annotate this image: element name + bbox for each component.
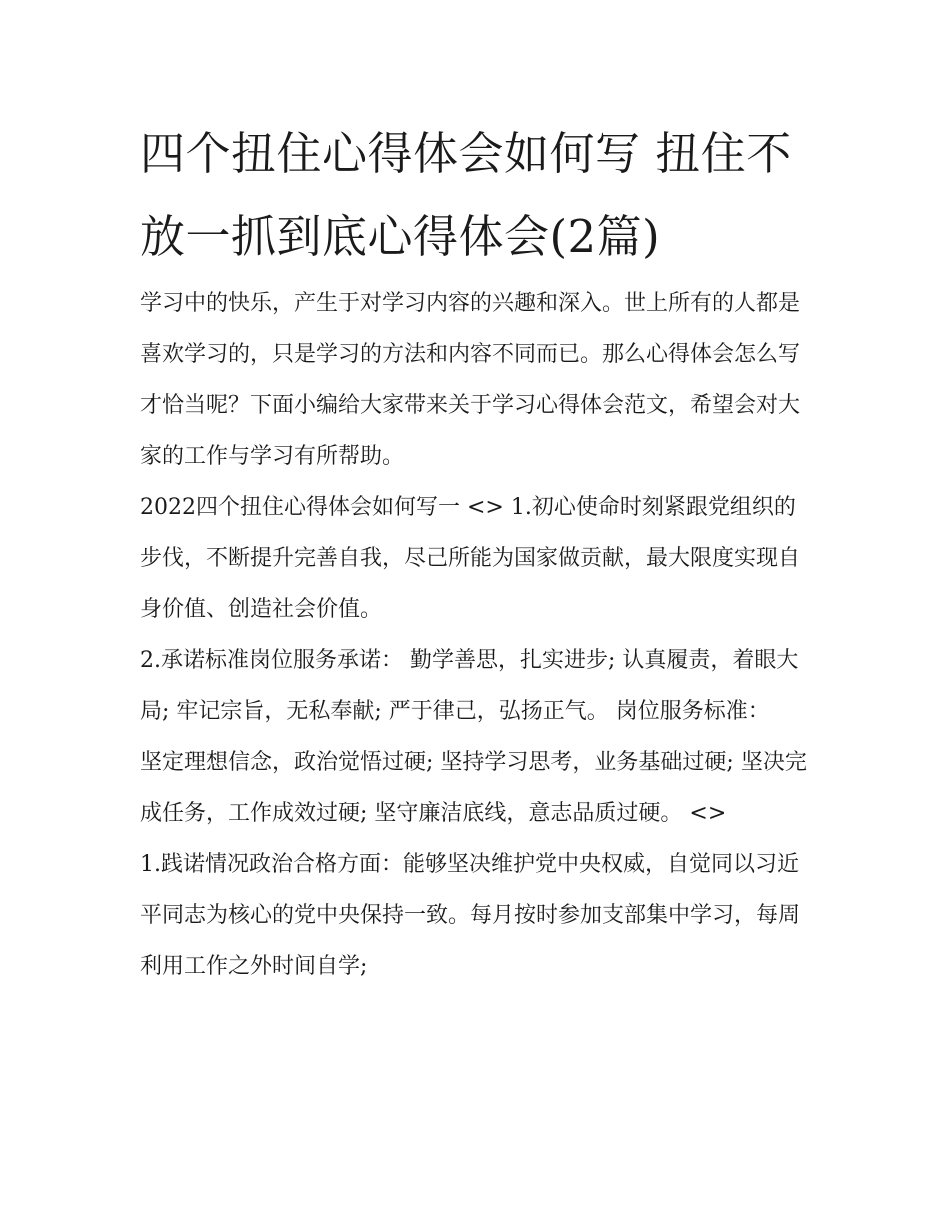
document-body	[140, 112, 816, 992]
paragraph-commitment: 2.承诺标准岗位服务承诺： 勤学善思，扎实进步; 认真履责，着眼大局; 牢记宗旨，无私奉献; 严于律己，弘扬正气。 岗位服务标准：	[140, 648, 799, 724]
paragraph-mission: 2022四个扭住心得体会如何写一 <> 1.初心使命时刻紧跟党组织的步伐，不断提升完善自我，尽己所能为国家做贡献，最大限度实现自身价值、创造社会价值。	[140, 495, 801, 622]
paragraph-practice: 1.践诺情况政治合格方面：能够坚决维护党中央权威，自觉同以习近平同志为核心的党中央保持一致。每月按时参加支部集中学习，每周利用工作之外时间自学;	[140, 852, 801, 979]
document-title: 四个扭住心得体会如何写 扭住不放一抓到底心得体会(2篇)	[140, 127, 792, 263]
paragraph-intro: 学习中的快乐，产生于对学习内容的兴趣和深入。世上所有的人都是喜欢学习的，只是学习的方法和内容不同而已。那么心得体会怎么写才恰当呢？下面小编给大家带来关于学习心得体会范文，希望会对大家的工作与学习有所帮助。	[140, 291, 801, 469]
paragraph-standards: 坚定理想信念，政治觉悟过硬; 坚持学习思考，业务基础过硬; 坚决完成任务，工作成效过硬; 坚守廉洁底线，意志品质过硬。 <>	[140, 750, 807, 826]
